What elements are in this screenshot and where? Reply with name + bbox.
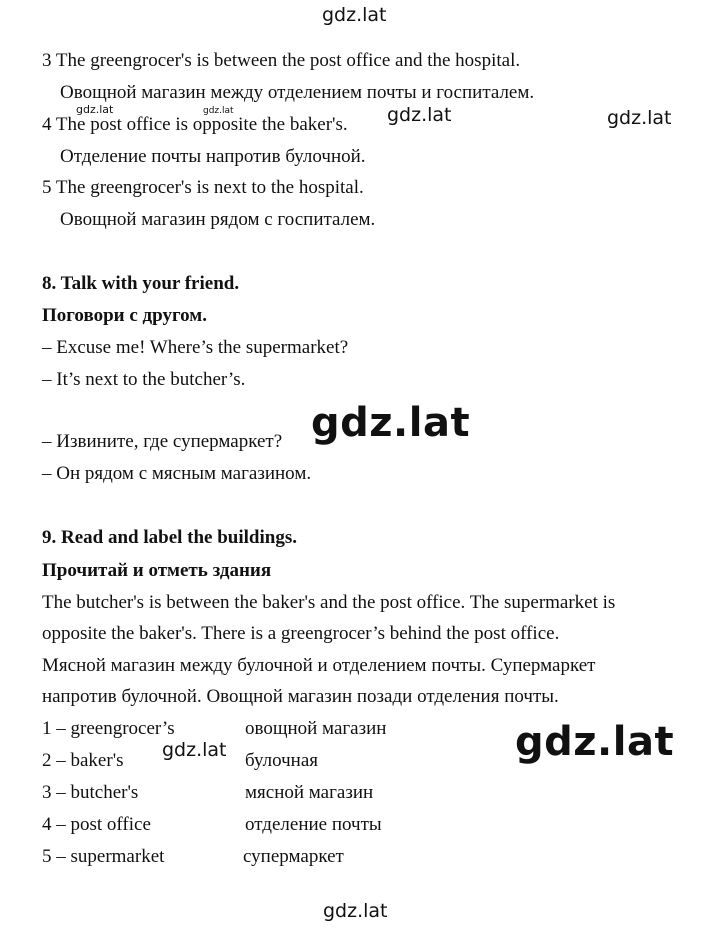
watermark-right: gdz.lat xyxy=(607,107,672,129)
dialogue-line: – Excuse me! Where’s the supermarket? xyxy=(42,337,349,358)
exercise-9-title: 9. Read and label the buildings. xyxy=(42,527,297,548)
exercise-9-title-ru: Прочитай и отметь здания xyxy=(42,560,272,581)
label-item-ru: овощной магазин xyxy=(245,718,387,739)
exercise-sentence-ru: Овощной магазин между отделением почты и госпиталем. xyxy=(60,82,535,103)
label-item-ru: супермаркет xyxy=(243,846,344,867)
paragraph-line: opposite the baker's. There is a greengrocer’s behind the post office. xyxy=(42,623,560,644)
label-item-en: 4 – post office xyxy=(42,814,151,835)
paragraph-line: напротив булочной. Овощной магазин позади отделения почты. xyxy=(42,686,559,707)
exercise-sentence-en: 4 The post office is opposite the baker's. xyxy=(42,114,348,135)
exercise-8-title-ru: Поговори с другом. xyxy=(42,305,207,326)
paragraph-line: The butcher's is between the baker's and the post office. The supermarket is xyxy=(42,592,616,613)
exercise-sentence-ru: Овощной магазин рядом с госпиталем. xyxy=(60,209,376,230)
watermark-bottom: gdz.lat xyxy=(323,900,388,922)
label-item-en: 3 – butcher's xyxy=(42,782,139,803)
label-item-en: 1 – greengrocer’s xyxy=(42,718,175,739)
exercise-sentence-en: 3 The greengrocer's is between the post office and the hospital. xyxy=(42,50,521,71)
dialogue-line: – Извините, где супермаркет? xyxy=(42,431,283,452)
exercise-sentence-ru: Отделение почты напротив булочной. xyxy=(60,146,366,167)
watermark-small: gdz.lat xyxy=(76,103,114,116)
paragraph-line: Мясной магазин между булочной и отделением почты. Супермаркет xyxy=(42,655,596,676)
exercise-sentence-en: 5 The greengrocer's is next to the hospital. xyxy=(42,177,364,198)
watermark-top: gdz.lat xyxy=(322,4,387,26)
label-item-ru: булочная xyxy=(245,750,318,771)
watermark-small: gdz.lat xyxy=(203,106,234,116)
label-item-ru: отделение почты xyxy=(245,814,382,835)
exercise-8-title: 8. Talk with your friend. xyxy=(42,273,240,294)
label-item-ru: мясной магазин xyxy=(245,782,374,803)
watermark-large: gdz.lat xyxy=(515,719,675,765)
label-item-en: 5 – supermarket xyxy=(42,846,165,867)
watermark-large: gdz.lat xyxy=(311,400,471,446)
dialogue-line: – Он рядом с мясным магазином. xyxy=(42,463,312,484)
label-item-en: 2 – baker's xyxy=(42,750,124,771)
dialogue-line: – It’s next to the butcher’s. xyxy=(42,369,246,390)
watermark-list: gdz.lat xyxy=(162,739,227,761)
watermark-mid: gdz.lat xyxy=(387,104,452,126)
